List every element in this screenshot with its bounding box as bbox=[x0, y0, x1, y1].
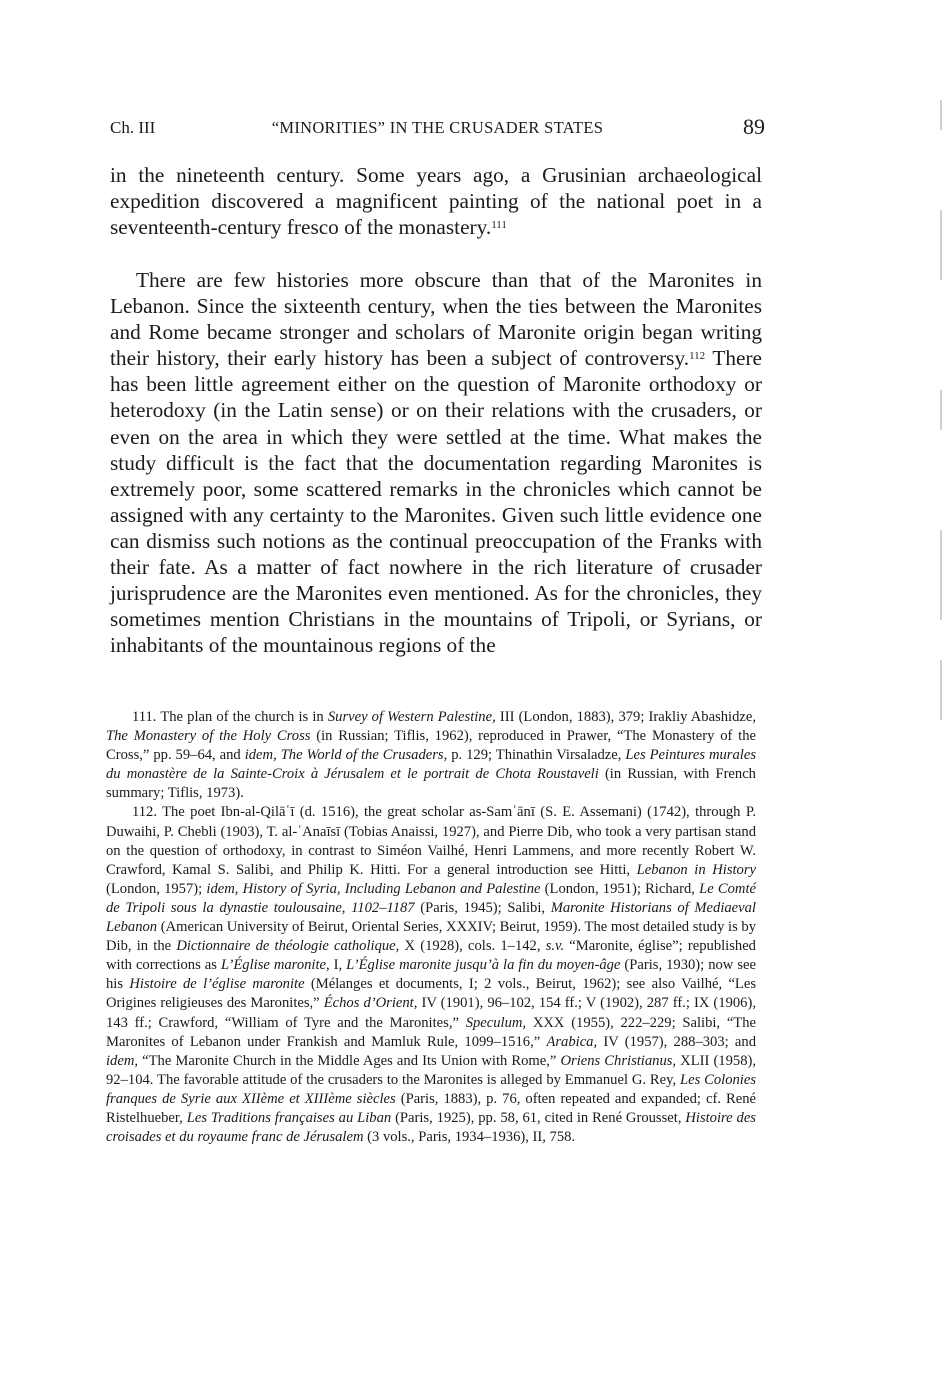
footnote-segment: (Mélanges et documents, I; 2 vols., Beirut, 1962); see also Vailhé, “Les Origines religieuses des Maronites,” bbox=[106, 976, 756, 1012]
paragraph-2 bbox=[110, 267, 762, 658]
footnote-112 bbox=[106, 803, 756, 1147]
footnote-segment: p. 129; Thinathin Virsaladze, bbox=[447, 747, 626, 764]
footnote-111 bbox=[106, 708, 756, 803]
footnote-segment: III (London, 1883), 379; Irakliy Abashidze, bbox=[495, 709, 756, 725]
paragraph-2-text-b: There has been little agreement either on the question of Maronite orthodoxy or heterodoxy (in the Latin sense) or on their relations with the crusaders, or even on the area in which they were settled at the time. What makes the study difficult is the fact that the documentation regarding Maronites is extremely poor, some scattered remarks in the chronicles which cannot be assigned with any certainty to the Maronites. Given such little evidence one can dismiss such notions as the continual preoccupation of the Franks with their fate. As a matter of fact nowhere in the rich literature of crusader jurisprudence are the Maronites even mentioned. As for the chronicles, they sometimes mention Christians in the mountains of Tripoli, or Syrians, or inhabitants of the mountainous regions of the bbox=[110, 346, 762, 658]
chapter-label: Ch. III bbox=[110, 118, 156, 137]
footnote-segment: Les Peintures murales du monastère de la Sainte-Croix à Jérusalem et le portrait de Chota Roustaveli bbox=[106, 747, 756, 783]
footnote-segment: (Paris, 1925), pp. 58, 61, cited in René Grousset, bbox=[391, 1109, 686, 1126]
footnote-segment: IV (1901), 96–102, 154 ff.; V (1902), 287 ff.; IX (1906), 143 ff.; Crawford, “William of Tyre and the Maronites,” bbox=[106, 995, 756, 1031]
footnote-segment: XXX (1955), 222–229; Salibi, “The Maronites of Lebanon under Frankish and Mamluk Rule, 1099–1516,” bbox=[106, 1014, 756, 1050]
scan-edge-marks bbox=[936, 60, 944, 1340]
footnote-segment: (Paris, 1930); now see his bbox=[106, 957, 756, 993]
footnote-segment: Survey of Western Palestine, bbox=[327, 709, 496, 725]
footnote-segment: s.v. bbox=[545, 938, 565, 955]
footnote-ref-111[interactable]: 111 bbox=[491, 219, 507, 232]
footnote-segment: “Maronite, église”; republished with corrections as bbox=[106, 938, 756, 974]
footnote-segment: idem, bbox=[106, 1052, 139, 1069]
footnote-segment: Les Colonies franques de Syrie aux XIIème et XIIIème siècles bbox=[106, 1071, 757, 1107]
paragraph-2-text-a: There are few histories more obscure than that of the Maronites in Lebanon. Since the sixteenth century, when the ties between the Maronites and Rome became stronger and scholars of Maronite origin began writing their history, their early history has been a subject of controversy. bbox=[110, 268, 762, 371]
footnote-segment: (in Russian, with French summary; Tiflis, 1973). bbox=[106, 766, 756, 802]
running-title: “MINORITIES” IN THE CRUSADER STATES bbox=[271, 118, 604, 137]
footnote-segment: 112. The poet Ibn-al-Qilāʿī (d. 1516), the great scholar as-Samʿānī (S. E. Assemani) (1742), through P. Duwaihi, P. Chebli (1903), T. al-ʿAnaīsī (Tobias Anaissi, 1927), and Pierre Dib, who took a very partisan stand on the question of orthodoxy, in contrast to Siméon Vailhé, Henri Lammens, and more recently Robert W. Crawford, Kamal S. Salibi, and Philip K. Hitti. For a general introduction see Hitti, bbox=[106, 804, 756, 878]
footnote-segment: Histoire des croisades et du royaume franc de Jérusalem bbox=[106, 1109, 756, 1146]
footnote-segment: L’Église maronite jusqu’à la fin du moyen-âge bbox=[346, 957, 621, 974]
footnote-segment: (London, 1951); Richard, bbox=[540, 880, 700, 897]
footnote-segment: The Monastery of the Holy Cross bbox=[106, 728, 311, 745]
paragraph-1 bbox=[110, 162, 762, 240]
paragraph-1-text: in the nineteenth century. Some years ago, a Grusinian archaeological expedition discovered a magnificent painting of the national poet in a seventeenth-century fresco of the monastery. bbox=[110, 163, 762, 240]
footnote-segment: IV (1957), 288–303; and bbox=[597, 1033, 757, 1050]
footnote-segment: I, bbox=[329, 957, 347, 974]
footnote-segment: Arabica, bbox=[546, 1033, 598, 1050]
footnote-segment: Histoire de l’église maronite bbox=[129, 976, 305, 993]
footnote-segment: Lebanon in History bbox=[636, 861, 757, 878]
footnotes bbox=[106, 708, 756, 1147]
footnote-segment: (Paris, 1883), p. 76, often repeated and expanded; cf. René Ristelhueber, bbox=[106, 1090, 757, 1126]
footnote-segment: 111. The plan of the church is in bbox=[132, 709, 328, 725]
footnote-segment: L’Église maronite, bbox=[220, 957, 330, 974]
footnote-segment: (London, 1957); bbox=[106, 880, 207, 897]
footnote-segment: “The Maronite Church in the Middle Ages and Its Union with Rome,” bbox=[138, 1052, 561, 1069]
footnote-segment: (3 vols., Paris, 1934–1936), II, 758. bbox=[363, 1129, 576, 1146]
page-number: 89 bbox=[743, 114, 765, 139]
footnote-segment: Les Traditions françaises au Liban bbox=[186, 1109, 392, 1126]
footnote-segment: XLII (1958), 92–104. The favorable attitude of the crusaders to the Maronites is alleged by Emmanuel G. Rey, bbox=[106, 1052, 756, 1088]
footnote-segment: idem, History of Syria, Including Lebanon and Palestine bbox=[206, 880, 541, 897]
footnote-segment: Speculum, bbox=[465, 1014, 527, 1031]
footnote-segment: Dictionnaire de théologie catholique, bbox=[176, 938, 400, 955]
footnote-segment: (Paris, 1945); Salibi, bbox=[414, 899, 551, 916]
footnote-segment: (American University of Beirut, Oriental Series, XXXIV; Beirut, 1959). The most detailed study is by Dib, in the bbox=[106, 919, 756, 955]
footnote-segment: Oriens Christianus, bbox=[560, 1052, 677, 1069]
footnote-segment: Échos d’Orient, bbox=[323, 995, 418, 1012]
footnote-segment: idem, The World of the Crusaders, bbox=[244, 747, 448, 764]
footnote-segment: Maronite Historians of Mediaeval Lebanon bbox=[106, 899, 756, 936]
footnote-ref-112[interactable]: 112 bbox=[689, 350, 706, 363]
footnote-segment: (in Russian; Tiflis, 1962), reproduced in Prawer, “The Monastery of the Cross,” pp. 59–64, and bbox=[106, 728, 756, 764]
running-header bbox=[110, 116, 765, 146]
footnote-segment: X (1928), cols. 1–142, bbox=[399, 938, 546, 955]
footnote-segment: Le Comté de Tripoli sous la dynastie toulousaine, 1102–1187 bbox=[106, 880, 756, 916]
